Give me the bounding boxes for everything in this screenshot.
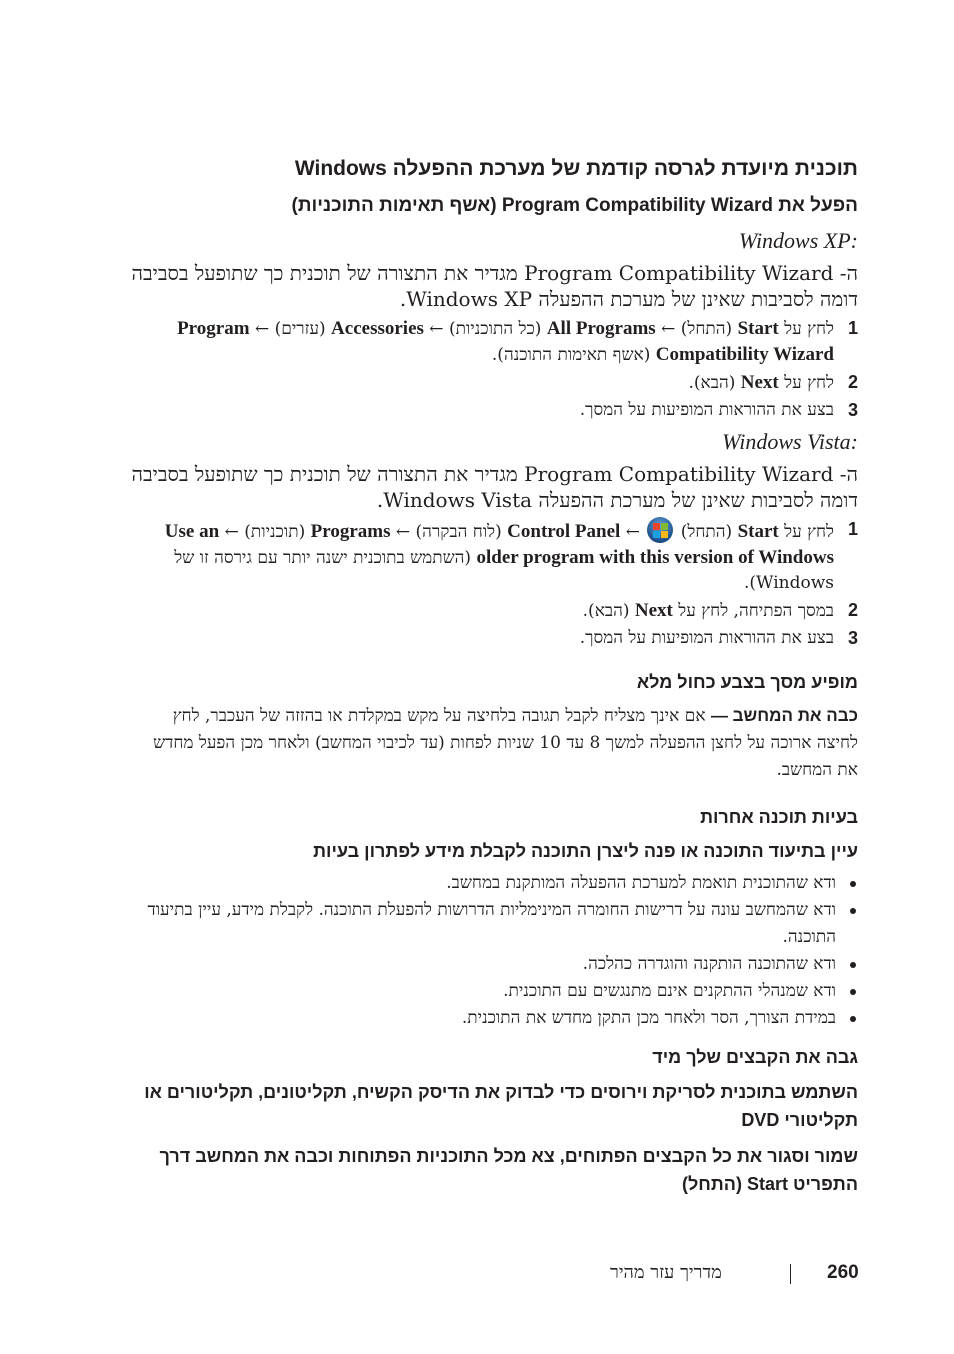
vista-step-1: 1 לחץ על Start (התחל) ← Control Panel (לוח הבקרה) ← Programs (תוכניות) ← Use an older program with this version of Windows (השתמש בתוכנית ישנה יותר עם גירסה זו של Windows). bbox=[164, 519, 858, 593]
blue-screen-lead: כבה את המחשב — bbox=[710, 706, 858, 725]
windows-vista-label: :Windows Vista bbox=[722, 429, 858, 454]
list-item: ודא שהמחשב עונה על דרישות החומרה המינימליות הדרושות להפעלת התוכנה. לקבלת מידע, עיין בתיעוד התוכנה. bbox=[130, 897, 858, 951]
windows-xp-label: :Windows XP bbox=[738, 228, 858, 253]
next-term: Next bbox=[740, 372, 779, 393]
backup-heading: גבה את הקבצים שלך מיד bbox=[652, 1047, 858, 1067]
xp-step-3: 3 בצע את ההוראות המופיעות על המסך. bbox=[579, 400, 858, 420]
blue-screen-paragraph: כבה את המחשב — אם אינך מצליח לקבל תגובה בלחיצה על מקש במקלדת או בהזזה של העכבר, לחץ לחיצה ארוכה על לחצן ההפעלה למשך 8 עד 10 שניות לפחות (עד לכיבוי המחשב) ולאחר מכן הפעל מחדש את המחשב. bbox=[153, 706, 858, 780]
start-menu-term: Start bbox=[737, 521, 779, 542]
list-item: ודא שהתוכנה הותקנה והוגדרה כהלכה. bbox=[130, 951, 858, 978]
software-checklist bbox=[130, 870, 858, 1032]
programs-term: Programs bbox=[310, 521, 391, 542]
page-content bbox=[130, 150, 858, 1198]
next-term: Next bbox=[634, 600, 673, 621]
all-programs-term: All Programs bbox=[546, 318, 656, 339]
xp-steps bbox=[130, 316, 858, 423]
other-software-subtitle: עיין בתיעוד התוכנה או פנה ליצרן התוכנה לקבלת מידע לפתרון בעיות bbox=[313, 841, 858, 861]
start-menu-term: Start bbox=[737, 318, 779, 339]
page-footer bbox=[600, 1260, 862, 1288]
list-item: ודא שהתוכנית תואמת למערכת ההפעלה המותקנת במחשב. bbox=[130, 870, 858, 897]
virus-scan-heading: השתמש בתוכנית לסריקת וירוסים כדי לבדוק את הדיסק הקשיח, תקליטונים, תקליטורים או תקליטורי DVD bbox=[144, 1082, 858, 1130]
section-subtitle-compat-wizard: הפעל את Program Compatibility Wizard (אשף תאימות התוכניות) bbox=[291, 195, 858, 216]
control-panel-term: Control Panel bbox=[507, 521, 621, 542]
blue-screen-title: מופיע מסך בצבע כחול מלא bbox=[636, 672, 858, 692]
page-number: 260 bbox=[827, 1262, 859, 1283]
footer-title: מדריך עזר מהיר bbox=[610, 1262, 722, 1283]
vista-step-2: 2 במסך הפתיחה, לחץ על Next (הבא). bbox=[582, 600, 858, 621]
xp-step-2: 2 לחץ על Next (הבא). bbox=[688, 372, 858, 393]
xp-step-1: 1 לחץ על Start (התחל) ← All Programs (כל התוכניות) ← Accessories (עזרים) ← Program Compatibility Wizard (אשף תאימות התוכנה). bbox=[177, 318, 858, 365]
windows-start-orb-icon bbox=[647, 517, 673, 543]
compat-wizard-term: Program Compatibility Wizard bbox=[177, 318, 834, 365]
footer-divider bbox=[790, 1264, 791, 1284]
use-older-program-term: Use an older program with this version of Windows bbox=[164, 521, 834, 568]
xp-intro: ה- Program Compatibility Wizard מגדיר את התצורה של תוכנית כך שתופעל בסביבה דומה לסביבות שאינן של מערכת ההפעלה Windows XP. bbox=[131, 261, 858, 311]
shutdown-heading: שמור וסגור את כל הקבצים הפתוחים, צא מכל התוכניות הפתוחות וכבה את המחשב דרך התפריט Start (התחל) bbox=[159, 1146, 858, 1194]
accessories-term: Accessories bbox=[331, 318, 424, 339]
other-software-title: בעיות תוכנה אחרות bbox=[700, 807, 858, 827]
list-item: ודא שמנהלי ההתקנים אינם מתנגשים עם התוכנית. bbox=[130, 978, 858, 1005]
vista-step-3: 3 בצע את ההוראות המופיעות על המסך. bbox=[579, 628, 858, 648]
vista-intro: ה- Program Compatibility Wizard מגדיר את התצורה של תוכנית כך שתופעל בסביבה דומה לסביבות שאינן של מערכת ההפעלה Windows Vista. bbox=[131, 462, 858, 512]
section-title-old-windows: תוכנית מיועדת לגרסה קודמת של מערכת ההפעלה Windows bbox=[294, 157, 858, 180]
vista-steps bbox=[130, 517, 858, 651]
list-item: במידת הצורך, הסר ולאחר מכן התקן מחדש את התוכנית. bbox=[130, 1005, 858, 1032]
